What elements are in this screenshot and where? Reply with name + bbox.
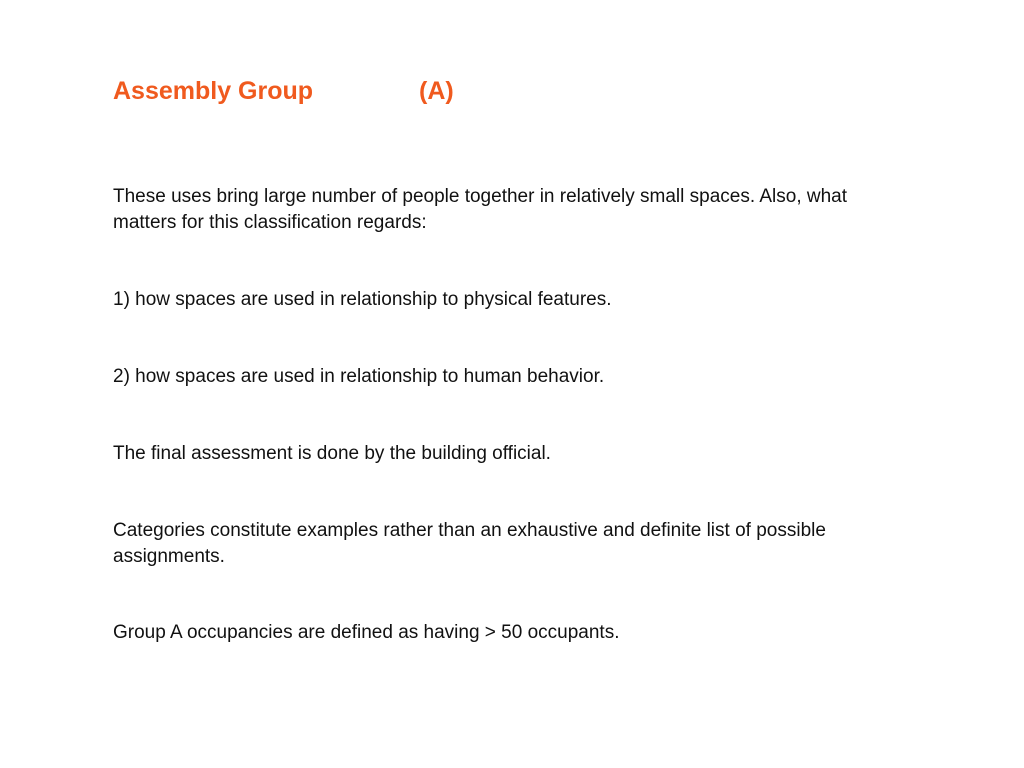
paragraph-point-1: 1) how spaces are used in relationship to physical features. [113, 289, 612, 310]
paragraph-assessment: The final assessment is done by the building official. [113, 443, 551, 464]
slide-title-text: Assembly Group [113, 77, 314, 105]
slide-title-tag: (A) [419, 77, 454, 105]
paragraph-occupancy: Group A occupancies are defined as having > 50 occupants. [113, 622, 620, 643]
paragraph-categories: Categories constitute examples rather than an exhaustive and definite list of possible assignments. [113, 520, 826, 567]
paragraph-intro: These uses bring large number of people together in relatively small spaces. Also, what matters for this classification regards: [113, 186, 848, 233]
slide-title [113, 74, 454, 108]
paragraph-point-2: 2) how spaces are used in relationship to human behavior. [113, 366, 605, 387]
